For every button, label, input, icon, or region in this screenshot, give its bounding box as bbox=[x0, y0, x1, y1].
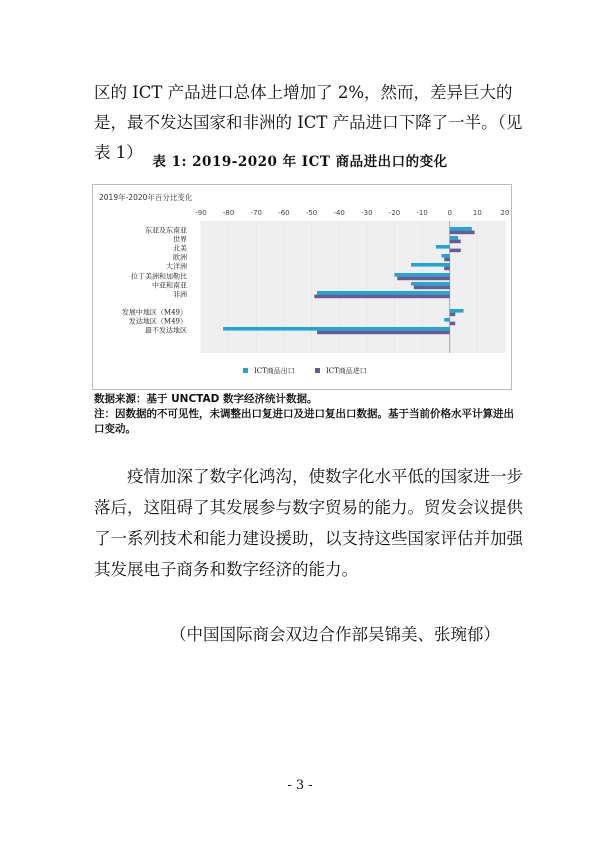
x-tick-label: 10 bbox=[472, 209, 482, 217]
x-tick-label: -60 bbox=[278, 209, 290, 217]
x-tick-label: -50 bbox=[305, 209, 318, 217]
table-caption: 表 1: 2019-2020 年 ICT 商品进出口的变化 bbox=[152, 154, 448, 170]
category-label: 最不发达地区 bbox=[145, 326, 187, 335]
category-label: 非洲 bbox=[173, 290, 187, 299]
legend-swatch-export bbox=[243, 368, 248, 373]
author-credit: （中国国际商会双边合作部吴锦美、张琬郁） bbox=[170, 625, 500, 644]
x-tick-label: -40 bbox=[333, 209, 345, 217]
category-label: 发达地区（M49） bbox=[128, 317, 187, 326]
footnote: 注：因数据的不可见性，未调整出口复进口及进口复出口数据。基于当前价格水平计算进出口变动。 bbox=[94, 408, 514, 435]
category-label: 世界 bbox=[173, 235, 187, 244]
export-bar bbox=[394, 273, 449, 277]
category-label: 欧洲 bbox=[173, 253, 187, 262]
x-tick-label: -30 bbox=[361, 209, 373, 217]
chart-canvas bbox=[93, 185, 511, 389]
chart-title: 2019年-2020年百分比变化 bbox=[99, 193, 193, 202]
export-bar bbox=[223, 327, 450, 331]
category-label: 中亚和南亚 bbox=[152, 281, 187, 290]
export-bar bbox=[436, 245, 450, 249]
import-bar bbox=[450, 322, 456, 326]
intro-paragraph: 区的 ICT 产品进口总体上增加了 2%，然而，差异巨大的是，最不发达国家和非洲的 ICT 产品进口下降了一半。（见表 1） bbox=[94, 83, 523, 162]
import-bar bbox=[450, 313, 456, 317]
import-bar bbox=[397, 277, 450, 281]
category-label: 东亚及东南亚 bbox=[145, 226, 187, 235]
ict-trade-chart bbox=[92, 184, 512, 390]
x-tick-label: -80 bbox=[222, 209, 235, 217]
export-bar bbox=[450, 236, 458, 240]
export-bar bbox=[441, 254, 449, 258]
export-bar bbox=[450, 227, 472, 231]
legend-swatch-import bbox=[315, 368, 320, 373]
export-bar bbox=[450, 309, 464, 313]
x-tick-label: 20 bbox=[500, 209, 510, 217]
import-bar bbox=[414, 286, 450, 290]
x-tick-label: -20 bbox=[388, 209, 401, 217]
import-bar bbox=[444, 258, 450, 262]
category-label: 北美 bbox=[173, 244, 187, 253]
import-bar bbox=[450, 240, 461, 244]
import-bar bbox=[450, 231, 475, 235]
export-bar bbox=[444, 318, 450, 322]
x-tick-label: 0 bbox=[447, 209, 452, 217]
category-label: 大洋洲 bbox=[166, 262, 187, 271]
import-bar bbox=[314, 295, 449, 299]
category-label: 发展中地区（M49） bbox=[121, 308, 187, 317]
x-tick-label: -70 bbox=[250, 209, 262, 217]
x-tick-label: -10 bbox=[416, 209, 428, 217]
export-bar bbox=[411, 263, 450, 267]
x-tick-label: -90 bbox=[195, 209, 207, 217]
import-bar bbox=[317, 331, 450, 335]
export-bar bbox=[317, 291, 450, 295]
legend-label-export: ICT商品出口 bbox=[254, 367, 295, 375]
import-bar bbox=[444, 267, 450, 271]
export-bar bbox=[411, 282, 450, 286]
import-bar bbox=[450, 249, 461, 253]
category-label: 拉丁美洲和加勒比 bbox=[131, 272, 187, 281]
legend-label-import: ICT商品进口 bbox=[326, 367, 367, 375]
page-number: - 3 - bbox=[287, 778, 313, 793]
data-source-note: 数据来源：基于 UNCTAD 数字经济统计数据。 bbox=[94, 393, 318, 405]
body-paragraph: 疫情加深了数字化鸿沟，使数字化水平低的国家进一步落后，这阻碍了其发展参与数字贸易的能力。贸发会议提供了一系列技术和能力建设援助，以支持这些国家评估并加强其发展电子商务和数字经济的能力。 bbox=[94, 467, 523, 579]
